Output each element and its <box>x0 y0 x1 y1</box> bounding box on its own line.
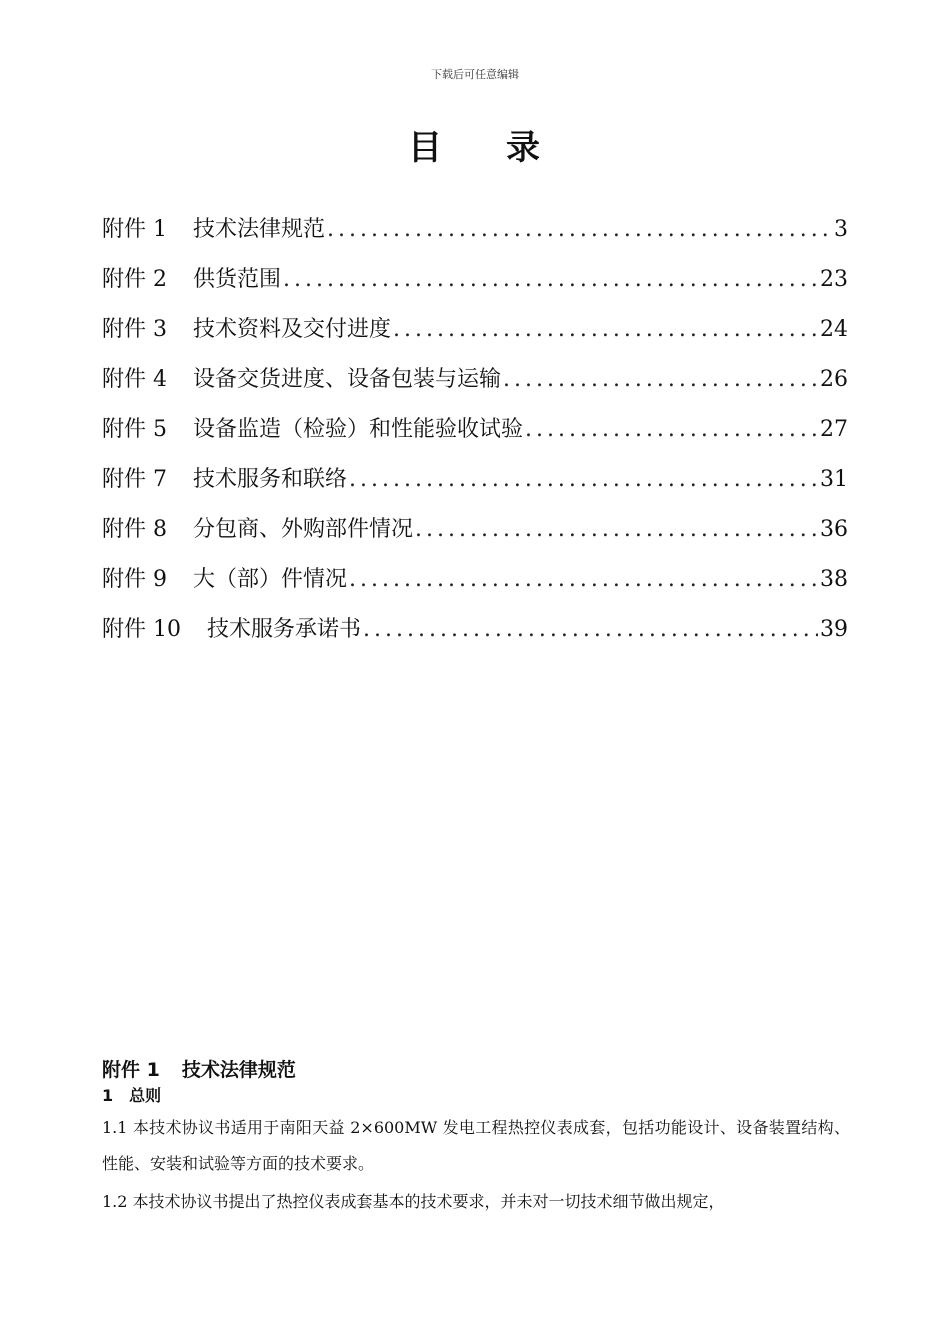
section-heading-title: 技术法律规范 <box>181 1059 296 1081</box>
toc-item-title: 分包商、外购部件情况 <box>193 517 414 542</box>
toc-item-num: 附件 9 <box>102 567 167 592</box>
subsection-title: 总则 <box>129 1086 162 1105</box>
toc-dot-leader <box>503 360 818 400</box>
toc-list <box>102 210 848 660</box>
toc-item-num: 附件 8 <box>102 517 167 542</box>
toc-item-3[interactable] <box>102 310 848 360</box>
toc-item-page: 39 <box>820 617 848 642</box>
toc-item-num: 附件 4 <box>102 367 167 392</box>
toc-dot-leader <box>349 460 818 500</box>
toc-item-5[interactable] <box>102 410 848 460</box>
toc-dot-leader <box>393 310 818 350</box>
toc-item-page: 27 <box>820 417 848 442</box>
header-note: 下载后可任意编辑 <box>431 68 519 81</box>
toc-title-right: 录 <box>506 128 542 168</box>
toc-title <box>0 120 950 169</box>
toc-dot-leader <box>327 210 832 250</box>
toc-item-page: 23 <box>820 267 848 292</box>
paragraph: 1.2 本技术协议书提出了热控仪表成套基本的技术要求，并未对一切技术细节做出规定， <box>102 1192 725 1211</box>
toc-item-title: 大（部）件情况 <box>193 567 348 592</box>
toc-item-title: 供货范围 <box>193 267 282 292</box>
toc-item-title: 设备交货进度、设备包装与运输 <box>193 367 502 392</box>
subsection-heading <box>102 1084 850 1108</box>
toc-item-num: 附件 10 <box>102 617 181 642</box>
toc-item-num: 附件 3 <box>102 317 167 342</box>
toc-item-num: 附件 2 <box>102 267 167 292</box>
toc-item-page: 36 <box>820 517 848 542</box>
toc-title-left: 目 <box>408 128 444 168</box>
toc-dot-leader <box>283 260 818 300</box>
toc-item-title: 技术服务和联络 <box>193 467 348 492</box>
toc-item-page: 24 <box>820 317 848 342</box>
toc-item-title: 技术资料及交付进度 <box>193 317 392 342</box>
toc-item-page: 31 <box>820 467 848 492</box>
section-heading <box>102 1056 850 1084</box>
toc-item-page: 38 <box>820 567 848 592</box>
toc-item-title: 技术法律规范 <box>193 217 326 242</box>
paragraph: 1.1 本技术协议书适用于南阳天益 2×600MW 发电工程热控仪表成套，包括功能设计、设备装置结构、性能、安装和试验等方面的技术要求。 <box>102 1118 850 1173</box>
toc-dot-leader <box>415 510 818 550</box>
toc-item-7[interactable] <box>102 510 848 560</box>
subsection-num: 1 <box>102 1086 114 1105</box>
toc-item-page: 3 <box>834 217 848 242</box>
toc-item-4[interactable] <box>102 360 848 410</box>
toc-item-2[interactable] <box>102 260 848 310</box>
toc-item-1[interactable] <box>102 210 848 260</box>
toc-dot-leader <box>525 410 818 450</box>
toc-item-page: 26 <box>820 367 848 392</box>
toc-item-6[interactable] <box>102 460 848 510</box>
toc-item-num: 附件 1 <box>102 217 167 242</box>
toc-item-title: 技术服务承诺书 <box>207 617 362 642</box>
toc-dot-leader <box>349 560 818 600</box>
toc-item-9[interactable] <box>102 610 848 660</box>
section-heading-num: 附件 1 <box>102 1059 160 1081</box>
toc-dot-leader <box>363 610 818 650</box>
toc-item-num: 附件 5 <box>102 417 167 442</box>
toc-item-8[interactable] <box>102 560 848 610</box>
section-attachment-1 <box>102 1056 850 1220</box>
toc-item-title: 设备监造（检验）和性能验收试验 <box>193 417 524 442</box>
toc-item-num: 附件 7 <box>102 467 167 492</box>
